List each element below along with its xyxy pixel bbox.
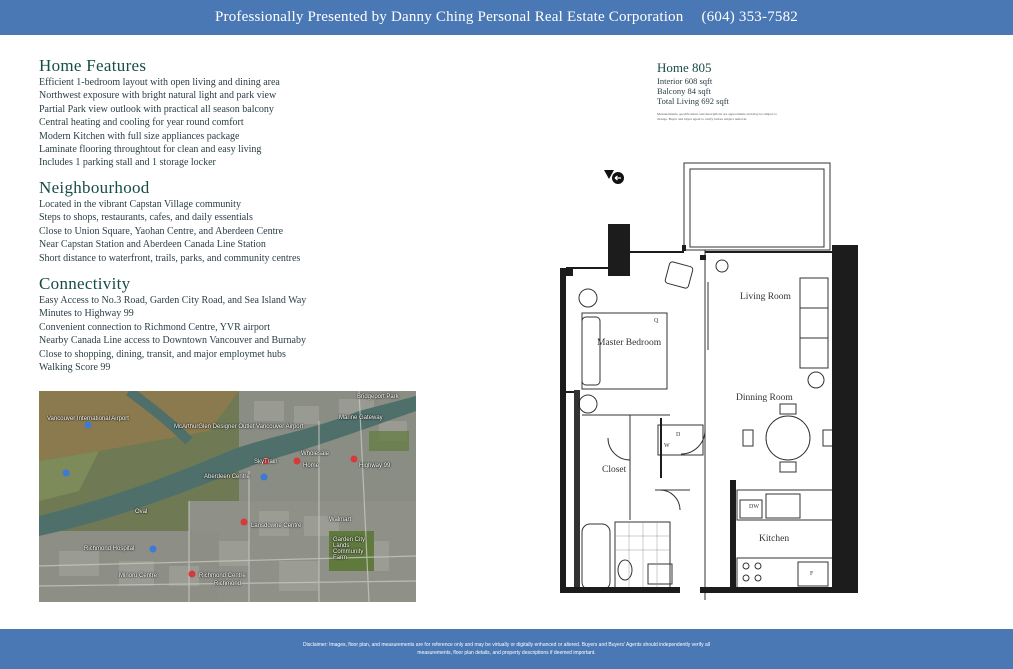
map-label-aberdeen: Aberdeen Centre	[204, 474, 250, 480]
neighbourhood-map	[39, 391, 416, 602]
map-label-marine: Marine Gateway	[339, 415, 383, 421]
list-item: Convenient connection to Richmond Centre, YVR airport	[39, 321, 270, 333]
map-label-minoru: Minoru Centre	[119, 573, 158, 579]
list-item: Nearby Canada Line access to Downtown Vancouver and Burnaby	[39, 335, 306, 347]
map-label-skytrain: SkyTrain	[254, 459, 278, 465]
neighbourhood-list	[39, 198, 300, 265]
list-item: Easy Access to No.3 Road, Garden City Road, and Sea Island Way	[39, 295, 307, 306]
phone-number[interactable]: (604) 353-7582	[701, 9, 799, 25]
floor-plan	[560, 160, 870, 600]
map-label-wholesale: Wholesale	[301, 451, 330, 457]
list-item: Walking Score 99	[39, 362, 111, 374]
map-label-highway: Highway 99	[359, 463, 391, 469]
map-label-walmart: Walmart	[329, 517, 352, 523]
map-label-hospital: Richmond Hospital	[84, 546, 135, 552]
connectivity-list	[39, 294, 306, 374]
list-item: Modern Kitchen with full size appliances package	[39, 130, 240, 142]
list-item: Steps to shops, restaurants, cafes, and daily essentials	[39, 212, 253, 224]
home-features-list	[39, 76, 280, 170]
home-features-section	[39, 56, 280, 170]
neighbourhood-title: Neighbourhood	[39, 178, 150, 197]
home-features-title: Home Features	[39, 56, 147, 75]
room-label-living: Living Room	[740, 292, 791, 302]
room-label-master: Master Bedroom	[597, 338, 662, 348]
room-label-closet: Closet	[602, 465, 627, 475]
map-label-richmond-centre: Richmond Centre	[199, 573, 246, 579]
header-banner	[0, 0, 1013, 35]
fridge-label: F	[810, 571, 814, 577]
list-item: Located in the vibrant Capstan Village community	[39, 199, 241, 210]
list-item: Close to shopping, dining, transit, and major employmet hubs	[39, 348, 286, 360]
list-item: Partial Park view outlook with practical all season balcony	[39, 103, 274, 115]
neighbourhood-section	[39, 178, 300, 265]
list-item: Short distance to waterfront, trails, parks, and community centres	[39, 252, 301, 264]
footer-banner	[0, 629, 1013, 669]
list-item: Laminate flooring throughtout for clean and easy living	[39, 144, 262, 156]
map-label-outlet: McArthurGlen Designer Outlet Vancouver Airport	[174, 424, 304, 430]
room-label-dining: Dinning Room	[736, 393, 793, 403]
map-image	[39, 391, 416, 602]
bed-size-label: Q	[654, 318, 659, 324]
unit-title: Home 805	[657, 60, 712, 75]
disclaimer-text: Disclaimer: Images, floor plan, and measurements are for reference only and may be virtually or digitally enhanced or altered. Buyers and Buyers' Agents should independently verify all measurements, floor plan details, and property descriptions if deemed important.	[302, 642, 710, 656]
connectivity-title: Connectivity	[39, 274, 131, 293]
list-item: Efficient 1-bedroom layout with open living and dining area	[39, 77, 280, 88]
room-label-kitchen: Kitchen	[759, 534, 790, 544]
unit-balcony: Balcony 84 sqft	[657, 86, 711, 96]
presented-by-text: Professionally Presented by Danny Ching Personal Real Estate Corporation	[214, 9, 684, 25]
map-label-home: Home	[303, 463, 320, 469]
map-label-park: Bridgeport Park	[357, 394, 399, 400]
unit-total: Total Living 692 sqft	[657, 96, 729, 106]
unit-info	[657, 59, 817, 121]
connectivity-section	[39, 274, 306, 374]
map-label-lansdowne: Lansdowne Centre	[251, 523, 302, 529]
map-label-richmond: Richmond	[214, 581, 242, 587]
list-item: Minutes to Highway 99	[39, 308, 134, 320]
map-label-garden: Garden City Lands Community Farm	[333, 537, 366, 561]
dishwasher-label: DW	[749, 504, 759, 510]
unit-note: Measurements, specifications and descriptions are approximate and may be subject to change. Buyer and buyer agent to verify before subject removal.	[657, 112, 778, 121]
list-item: Near Capstan Station and Aberdeen Canada Line Station	[39, 239, 266, 251]
map-label-oval: Oval	[135, 509, 148, 515]
list-item: Northwest exposure with bright natural light and park view	[39, 90, 277, 102]
floor-plan-drawing	[560, 160, 870, 600]
washer-label: W	[664, 443, 670, 449]
unit-interior: Interior 608 sqft	[657, 76, 713, 86]
dryer-label: D	[676, 432, 681, 438]
list-item: Central heating and cooling for year round comfort	[39, 117, 244, 129]
list-item: Includes 1 parking stall and 1 storage locker	[39, 157, 216, 169]
map-label-airport: Vancouver International Airport	[47, 416, 129, 422]
list-item: Close to Union Square, Yaohan Centre, and Aberdeen Centre	[39, 225, 284, 237]
